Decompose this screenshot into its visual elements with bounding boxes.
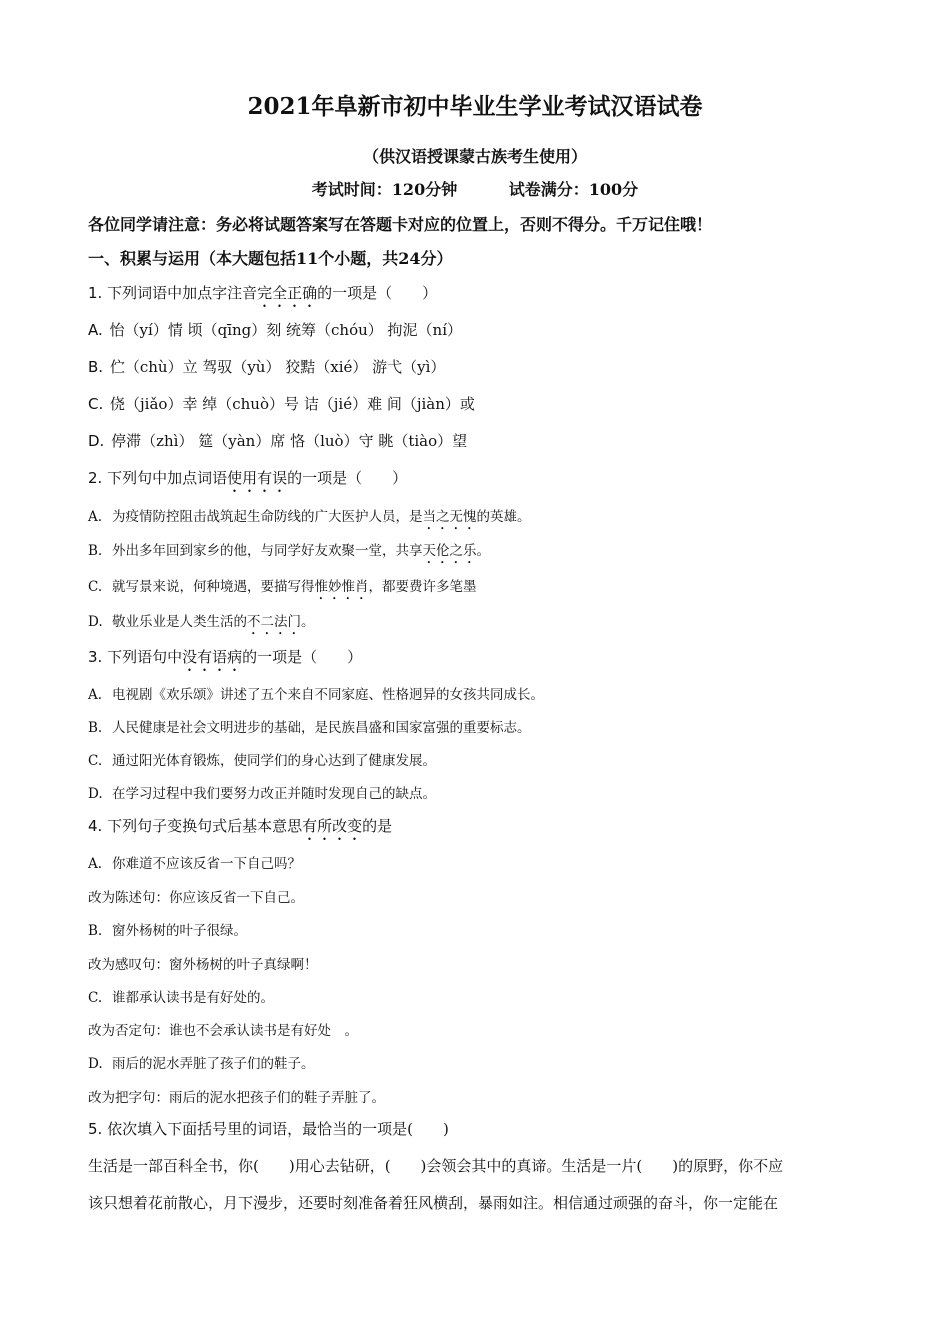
option-text-tail: 的英雄。 — [476, 509, 531, 525]
option-text: 敬业乐业是人类生活的 — [112, 614, 247, 630]
option-label: C. — [88, 990, 103, 1006]
q4-change-b: 改为感叹句：窗外杨树的叶子真绿啊！ — [88, 957, 318, 973]
question-1 — [88, 282, 437, 311]
q2-option-c — [88, 575, 477, 603]
q1-option-a — [88, 319, 462, 340]
option-label: A. — [88, 321, 103, 339]
dotted-idiom: 天伦之乐 — [422, 543, 477, 559]
option-label: C. — [88, 579, 103, 595]
q4-item-b — [88, 919, 247, 939]
option-label: D. — [88, 786, 103, 802]
q3-option-b — [88, 716, 531, 736]
q1-option-b — [88, 356, 445, 377]
option-text: 伫（chù）立 驾驭（yù） 狡黠（xié） 游弋（yì） — [109, 358, 446, 376]
question-stem-tail: 的一项是（ ） — [317, 284, 438, 302]
question-number: 4. — [88, 817, 103, 835]
question-stem: 下列语句中 — [107, 648, 183, 666]
q4-change-a: 改为陈述句：你应该反省一下自己。 — [88, 890, 304, 906]
exam-meta — [0, 177, 950, 200]
dotted-keyword: 使用有误 — [227, 469, 288, 487]
question-stem-tail: 的是 — [362, 817, 393, 835]
question-stem: 依次填入下面括号里的词语，最恰当的一项是( ) — [107, 1120, 449, 1138]
option-label: C. — [88, 395, 104, 413]
option-text: 雨后的泥水弄脏了孩子们的鞋子。 — [112, 1056, 315, 1072]
question-4 — [88, 815, 392, 844]
option-text: 你难道不应该反省一下自己吗？ — [112, 856, 301, 872]
question-stem-tail: 的一项是（ ） — [242, 648, 363, 666]
q4-item-a — [88, 852, 301, 872]
dotted-idiom: 当之无愧 — [422, 509, 477, 525]
option-label: A. — [88, 687, 103, 703]
q4-change-d: 改为把字句：雨后的泥水把孩子们的鞋子弄脏了。 — [88, 1090, 385, 1106]
q3-option-d — [88, 782, 436, 802]
question-number: 3. — [88, 648, 103, 666]
q5-paragraph-line-1: 生活是一部百科全书，你( )用心去钻研，( )会领会其中的真谛。生活是一片( )的原野，你不应 — [88, 1157, 784, 1175]
notice: 各位同学请注意：务必将试题答案写在答题卡对应的位置上，否则不得分。千万记住哦！ — [88, 215, 713, 234]
option-label: C. — [88, 753, 103, 769]
exam-time: 考试时间：120分钟 — [311, 180, 458, 199]
option-text-tail: ，都要费许多笔墨 — [368, 579, 477, 595]
option-text-tail: 。 — [301, 614, 315, 630]
option-text: 在学习过程中我们要努力改正并随时发现自己的缺点。 — [112, 786, 436, 802]
q2-option-d — [88, 610, 315, 638]
option-text: 窗外杨树的叶子很绿。 — [112, 923, 247, 939]
question-stem: 下列词语中加点字注音 — [107, 284, 258, 302]
question-number: 2. — [88, 469, 103, 487]
option-label: D. — [88, 432, 105, 450]
question-stem-tail: 的一项是（ ） — [287, 469, 408, 487]
q5-paragraph-line-2: 该只想着花前散心，月下漫步，还要时刻准备着狂风横刮，暴雨如注。相信通过顽强的奋斗，你一定能在 — [88, 1194, 779, 1212]
q2-option-b — [88, 539, 490, 567]
option-text: 通过阳光体育锻炼，使同学们的身心达到了健康发展。 — [112, 753, 436, 769]
dotted-keyword: 完全正确 — [257, 284, 318, 302]
option-label: D. — [88, 1056, 103, 1072]
q3-option-a — [88, 683, 544, 703]
option-text: 怡（yí）情 顷（qīng）刻 统筹（chóu） 拘泥（ní） — [109, 321, 462, 339]
dotted-idiom: 惟妙惟肖 — [314, 579, 369, 595]
option-text: 停滞（zhì） 筵（yàn）席 恪（luò）守 眺（tiào）望 — [111, 432, 468, 450]
option-text: 外出多年回到家乡的他，与同学好友欢聚一堂，共享 — [112, 543, 423, 559]
q4-change-c: 改为否定句：谁也不会承认读书是有好处 。 — [88, 1023, 358, 1039]
option-text: 就写景来说，何种境遇，要描写得 — [112, 579, 315, 595]
exam-title: 2021年阜新市初中毕业生学业考试汉语试卷 — [247, 93, 703, 120]
option-text: 侥（jiǎo）幸 绰（chuò）号 诘（jié）难 间（jiàn）或 — [110, 395, 475, 413]
full-score: 试卷满分：100分 — [508, 180, 639, 199]
option-text: 为疫情防控阻击战筑起生命防线的广大医护人员，是 — [112, 509, 423, 525]
q2-option-a — [88, 505, 531, 533]
dotted-idiom: 不二法门 — [247, 614, 301, 630]
option-text-tail: 。 — [476, 543, 490, 559]
q1-option-c — [88, 393, 475, 414]
option-text: 电视剧《欢乐颂》讲述了五个来自不同家庭、性格迥异的女孩共同成长。 — [112, 687, 544, 703]
question-3 — [88, 646, 362, 675]
q4-item-d — [88, 1052, 315, 1072]
question-stem: 下列句中加点词语 — [107, 469, 228, 487]
q1-option-d — [88, 430, 467, 451]
question-number: 5. — [88, 1120, 103, 1138]
dotted-keyword: 没有语病 — [182, 648, 243, 666]
question-number: 1. — [88, 284, 103, 302]
exam-subtitle: （供汉语授课蒙古族考生使用） — [362, 147, 587, 166]
option-label: B. — [88, 923, 103, 939]
option-text: 人民健康是社会文明进步的基础，是民族昌盛和国家富强的重要标志。 — [112, 720, 531, 736]
option-text: 谁都承认读书是有好处的。 — [112, 990, 274, 1006]
option-label: A. — [88, 509, 103, 525]
question-5 — [88, 1118, 449, 1139]
option-label: D. — [88, 614, 103, 630]
option-label: B. — [88, 358, 104, 376]
dotted-keyword: 有所改变 — [302, 817, 363, 835]
option-label: B. — [88, 720, 103, 736]
q4-item-c — [88, 986, 274, 1006]
q3-option-c — [88, 749, 436, 769]
option-label: A. — [88, 856, 103, 872]
question-stem: 下列句子变换句式后基本意思 — [107, 817, 303, 835]
option-label: B. — [88, 543, 103, 559]
question-2 — [88, 467, 407, 496]
section-one-heading: 一、积累与运用（本大题包括11个小题，共24分） — [88, 249, 453, 268]
